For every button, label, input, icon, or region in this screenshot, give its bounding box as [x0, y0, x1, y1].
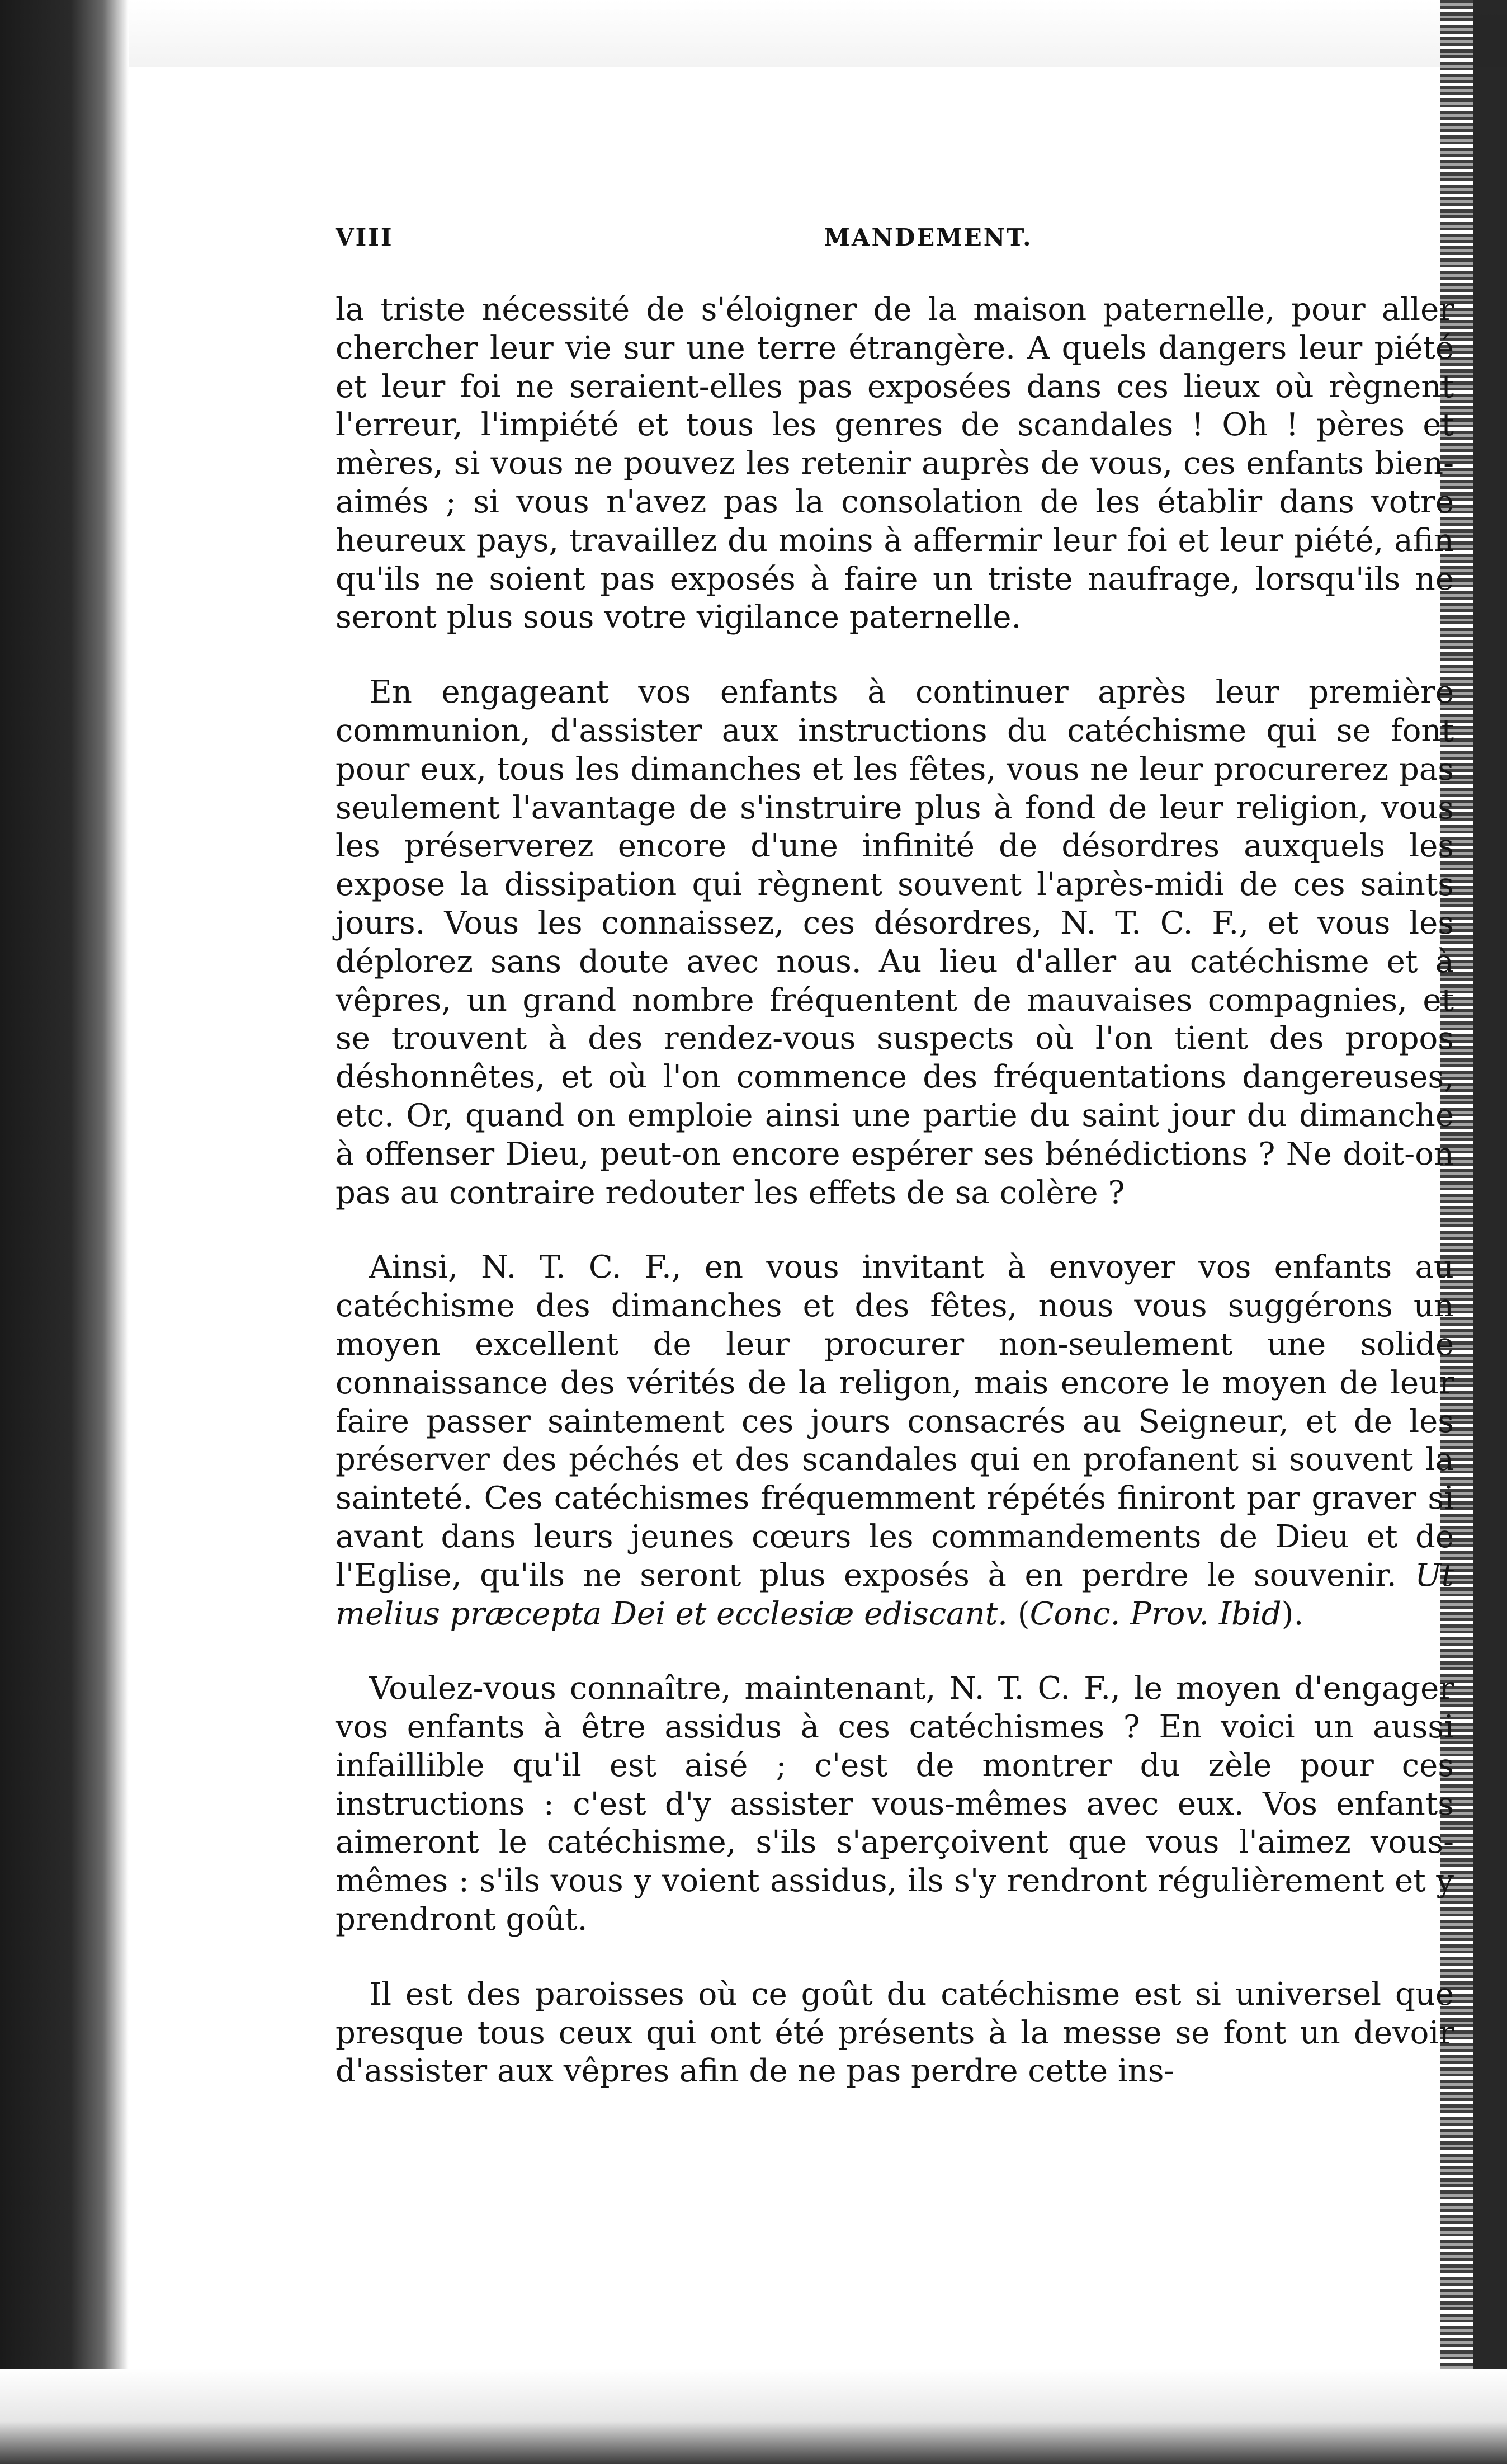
scan-border-top: [0, 0, 1507, 67]
scan-border-left: [0, 0, 129, 2464]
body-text: [336, 291, 1454, 2091]
page-number: VIII: [336, 224, 394, 251]
paragraph-2: En engageant vos enfants à continuer après leur première communion, d'assister aux instructions du catéchisme qui se font pour eux, tous les dimanches et les fêtes, vous ne leur procurerez pas seulement l'avantage de s'instruire plus à fond de leur religion, vous les préserverez encore d'une infinité de désordres auxquels les expose la dissipation qui règnent souvent l'après-midi de ces saints jours. Vous les connaissez, ces désordres, N. T. C. F., et vous les déplorez sans doute avec nous. Au lieu d'aller au catéchisme et à vêpres, un grand nombre fréquentent de mauvaises compagnies, et se trouvent à des rendez-vous suspects où l'on tient des propos déshonnêtes, et où l'on commence des fréquentations dangereuses, etc. Or, quand on emploie ainsi une partie du saint jour du dimanche à offenser Dieu, peut-on encore espérer ses bénédictions ? Ne doit-on pas au contraire redouter les effets de sa colère ?: [336, 674, 1454, 1211]
book-page: [336, 224, 1454, 2293]
scan-border-bottom: [0, 2369, 1507, 2464]
paragraph-4: Voulez-vous connaître, maintenant, N. T. C. F., le moyen d'engager vos enfants à être assidus à ces catéchismes ? En voici un aussi infaillible qu'il est aisé ; c'est de montrer du zèle pour ces instructions : c'est d'y assister vous-mêmes avec eux. Vos enfants aimeront le catéchisme, s'ils s'aperçoivent que vous l'aimez vous-mêmes : s'ils vous y voient assidus, ils s'y rendront régulièrement et y prendront goût.: [336, 1670, 1454, 1938]
citation-open: (: [1007, 1595, 1030, 1632]
paragraph-3-text: Ainsi, N. T. C. F., en vous invitant à envoyer vos enfants au catéchisme des dimanches et des fêtes, nous vous suggérons un moyen excellent de leur procurer non-seulement une solide connaissance des vérités de la religon, mais encore le moyen de leur faire passer saintement ces jours consacrés au Seigneur, et de les préserver des péchés et des scandales qui en profanent si souvent la sainteté. Ces catéchismes fréquemment répétés finiront par graver si avant dans leurs jeunes cœurs les commandements de Dieu et de l'Eglise, qu'ils ne seront plus exposés à en perdre le souvenir.: [336, 1249, 1454, 1594]
paragraph-5: Il est des paroisses où ce goût du catéchisme est si universel que presque tous ceux qui ont été présents à la messe se font un devoir d'assister aux vêpres afin de ne pas perdre cette ins-: [336, 1976, 1454, 2090]
citation-close: ).: [1281, 1595, 1304, 1632]
paragraph-3: [336, 1249, 1454, 1633]
running-head: [336, 224, 1454, 268]
paragraph-1: la triste nécessité de s'éloigner de la maison paternelle, pour aller chercher leur vie sur une terre étrangère. A quels dangers leur piété et leur foi ne seraient-elles pas exposées dans ces lieux où règnent l'erreur, l'impiété et tous les genres de scandales ! Oh ! pères et mères, si vous ne pouvez les retenir auprès de vous, ces enfants bien-aimés ; si vous n'avez pas la consolation de les établir dans votre heureux pays, travaillez du moins à affermir leur foi et leur piété, afin qu'ils ne soient pas exposés à faire un triste naufrage, lorsqu'ils ne seront plus sous votre vigilance paternelle.: [336, 291, 1454, 636]
citation: Conc. Prov. Ibid: [1029, 1595, 1282, 1632]
running-title: MANDEMENT.: [824, 224, 1033, 251]
latin-quotation: Ut melius præcepta Dei et ecclesiæ ediscant.: [336, 1557, 1454, 1632]
